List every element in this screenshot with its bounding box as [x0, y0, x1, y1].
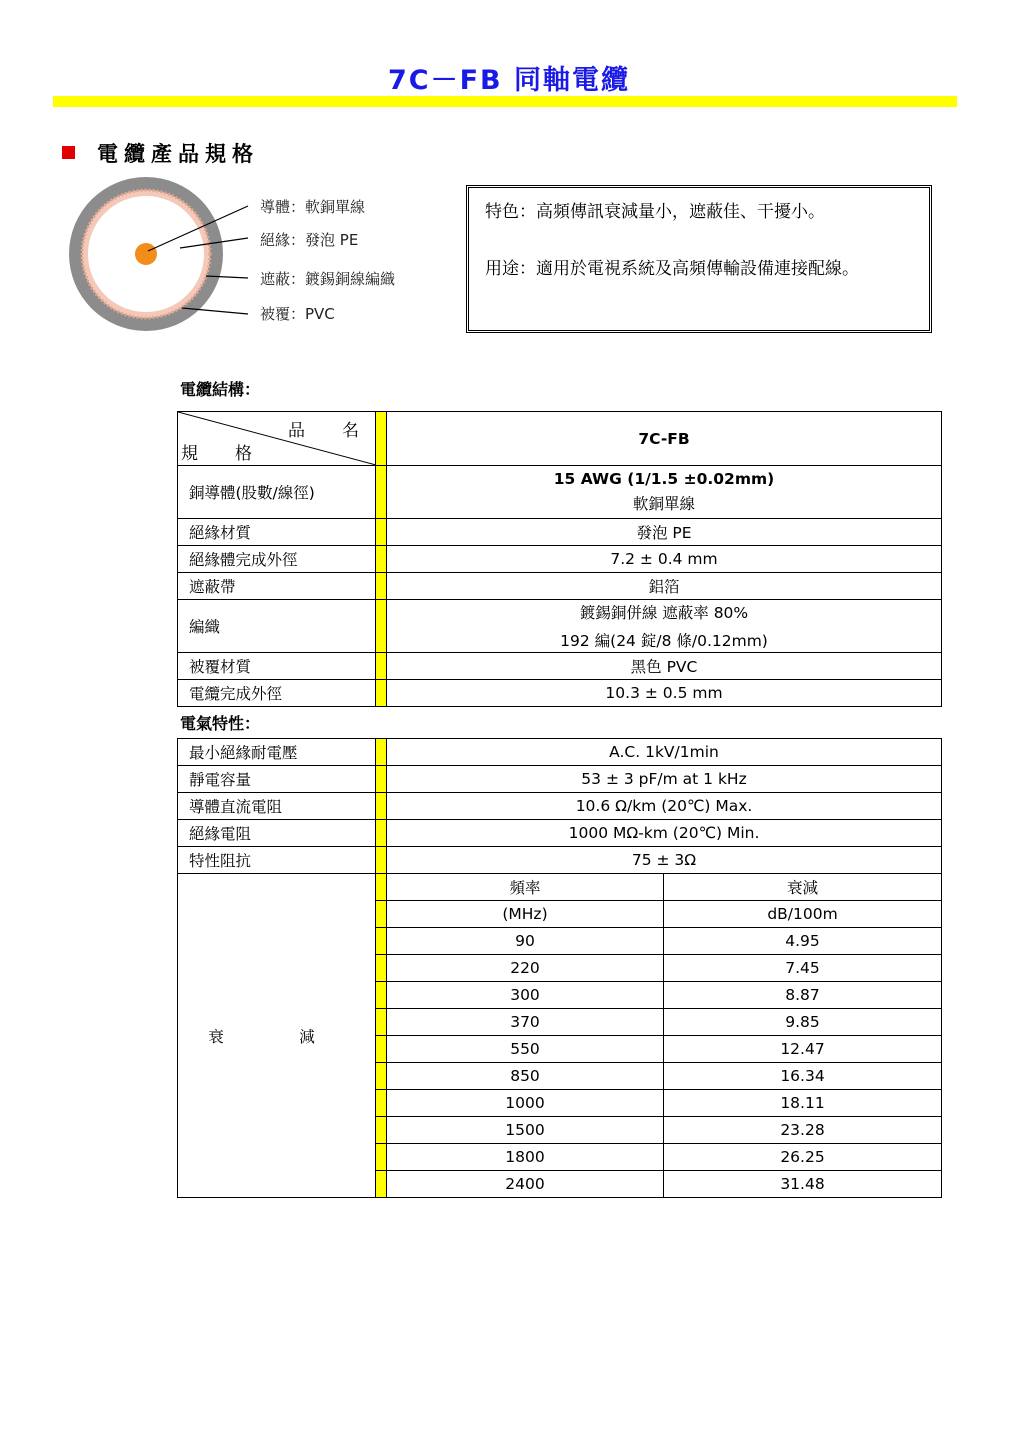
insulation-label: 絕緣：發泡 PE — [260, 231, 359, 249]
row-label: 絕緣體完成外徑 — [178, 546, 376, 573]
table-row — [178, 546, 942, 573]
conductor-label: 導體：軟銅單線 — [260, 198, 366, 216]
row-label: 編織 — [178, 600, 376, 653]
yellow-divider-cell — [376, 1063, 387, 1090]
yellow-divider-cell — [376, 519, 387, 546]
row-label: 銅導體(股數/線徑) — [178, 466, 376, 519]
yellow-divider-cell — [376, 739, 387, 766]
row-label: 最小絕緣耐電壓 — [178, 739, 376, 766]
table-row — [178, 820, 942, 847]
row-value: 鋁箔 — [387, 573, 942, 600]
row-value — [387, 600, 942, 653]
yellow-divider-cell — [376, 680, 387, 707]
structure-table — [177, 411, 942, 707]
row-value: 10.6 Ω/km (20℃) Max. — [387, 793, 942, 820]
frequency-cell: 220 — [387, 955, 664, 982]
yellow-divider-cell — [376, 546, 387, 573]
table-row — [178, 793, 942, 820]
table-row — [178, 573, 942, 600]
table-row — [178, 739, 942, 766]
electrical-table — [177, 738, 942, 1198]
frequency-cell: 300 — [387, 982, 664, 1009]
title-underline-bar — [53, 96, 957, 107]
frequency-cell: 1000 — [387, 1090, 664, 1117]
attenuation-cell: 16.34 — [664, 1063, 942, 1090]
braid-detail: 192 編(24 錠/8 條/0.12mm) — [560, 632, 768, 650]
yellow-divider-cell — [376, 874, 387, 901]
yellow-divider-cell — [376, 928, 387, 955]
table-corner-header — [178, 412, 376, 466]
page-title: 7C－FB 同軸電纜 — [387, 65, 631, 96]
table-row — [178, 847, 942, 874]
attenuation-header: 衰減 — [664, 874, 942, 901]
yellow-divider-cell — [376, 466, 387, 519]
row-label: 特性阻抗 — [178, 847, 376, 874]
yellow-divider-cell — [376, 1009, 387, 1036]
table-row — [178, 600, 942, 653]
frequency-cell: 2400 — [387, 1171, 664, 1198]
table-row — [178, 519, 942, 546]
table-row — [178, 466, 942, 519]
header-product-label: 品 名 — [288, 421, 369, 441]
cable-cross-section-diagram — [60, 168, 480, 338]
attenuation-cell: 4.95 — [664, 928, 942, 955]
yellow-divider-cell — [376, 1171, 387, 1198]
row-label: 遮蔽帶 — [178, 573, 376, 600]
attenuation-cell: 12.47 — [664, 1036, 942, 1063]
yellow-divider-cell — [376, 573, 387, 600]
attenuation-cell: 7.45 — [664, 955, 942, 982]
attenuation-cell: 31.48 — [664, 1171, 942, 1198]
yellow-divider-cell — [376, 847, 387, 874]
frequency-cell: 850 — [387, 1063, 664, 1090]
yellow-divider-cell — [376, 1036, 387, 1063]
row-label: 絕緣電阻 — [178, 820, 376, 847]
square-bullet-icon — [62, 146, 75, 159]
yellow-divider-cell — [376, 820, 387, 847]
section-heading — [62, 138, 259, 168]
product-name: 7C-FB — [387, 412, 942, 466]
yellow-divider-cell — [376, 793, 387, 820]
shield-label: 遮蔽：鍍錫銅線編織 — [260, 270, 396, 288]
frequency-cell: 370 — [387, 1009, 664, 1036]
attenuation-cell: 18.11 — [664, 1090, 942, 1117]
row-value: 75 ± 3Ω — [387, 847, 942, 874]
table-row — [178, 653, 942, 680]
attenuation-cell: 23.28 — [664, 1117, 942, 1144]
usage-text: 用途：適用於電視系統及高頻傳輸設備連接配線。 — [485, 259, 859, 280]
attenuation-cell: 8.87 — [664, 982, 942, 1009]
attenuation-cell: 26.25 — [664, 1144, 942, 1171]
yellow-divider-cell — [376, 1117, 387, 1144]
yellow-divider-cell — [376, 600, 387, 653]
yellow-divider-cell — [376, 766, 387, 793]
yellow-divider-cell — [376, 412, 387, 466]
row-value: 53 ± 3 pF/m at 1 kHz — [387, 766, 942, 793]
row-value — [387, 466, 942, 519]
conductor-type: 軟銅單線 — [632, 495, 695, 513]
frequency-unit: (MHz) — [387, 901, 664, 928]
row-value: 發泡 PE — [387, 519, 942, 546]
attenuation-label: 衰 減 — [178, 874, 376, 1198]
row-label: 電纜完成外徑 — [178, 680, 376, 707]
section-heading-text: 電纜產品規格 — [97, 142, 259, 166]
attenuation-unit: dB/100m — [664, 901, 942, 928]
table-row — [178, 766, 942, 793]
yellow-divider-cell — [376, 901, 387, 928]
frequency-header: 頻率 — [387, 874, 664, 901]
frequency-cell: 1500 — [387, 1117, 664, 1144]
conductor-spec: 15 AWG (1/1.5 ±0.02mm) — [553, 470, 775, 488]
yellow-divider-cell — [376, 653, 387, 680]
row-value: 10.3 ± 0.5 mm — [387, 680, 942, 707]
row-value: 7.2 ± 0.4 mm — [387, 546, 942, 573]
features-box — [466, 185, 932, 333]
structure-heading: 電纜結構： — [180, 380, 261, 399]
yellow-divider-cell — [376, 982, 387, 1009]
row-label: 絕緣材質 — [178, 519, 376, 546]
table-row — [178, 874, 942, 901]
attenuation-cell: 9.85 — [664, 1009, 942, 1036]
jacket-label: 被覆：PVC — [260, 305, 335, 323]
yellow-divider-cell — [376, 955, 387, 982]
header-spec-label: 規 格 — [181, 444, 262, 464]
row-label: 導體直流電阻 — [178, 793, 376, 820]
yellow-divider-cell — [376, 1090, 387, 1117]
frequency-cell: 550 — [387, 1036, 664, 1063]
electrical-heading: 電氣特性： — [180, 714, 261, 733]
yellow-divider-cell — [376, 1144, 387, 1171]
features-text: 特色：高頻傳訊衰減量小，遮蔽佳、干擾小。 — [485, 202, 825, 222]
braid-spec: 鍍錫銅併線 遮蔽率 80% — [579, 604, 749, 622]
table-row — [178, 680, 942, 707]
row-value: 黑色 PVC — [387, 653, 942, 680]
frequency-cell: 90 — [387, 928, 664, 955]
frequency-cell: 1800 — [387, 1144, 664, 1171]
row-value: A.C. 1kV/1min — [387, 739, 942, 766]
row-label: 被覆材質 — [178, 653, 376, 680]
row-label: 靜電容量 — [178, 766, 376, 793]
row-value: 1000 MΩ-km (20℃) Min. — [387, 820, 942, 847]
